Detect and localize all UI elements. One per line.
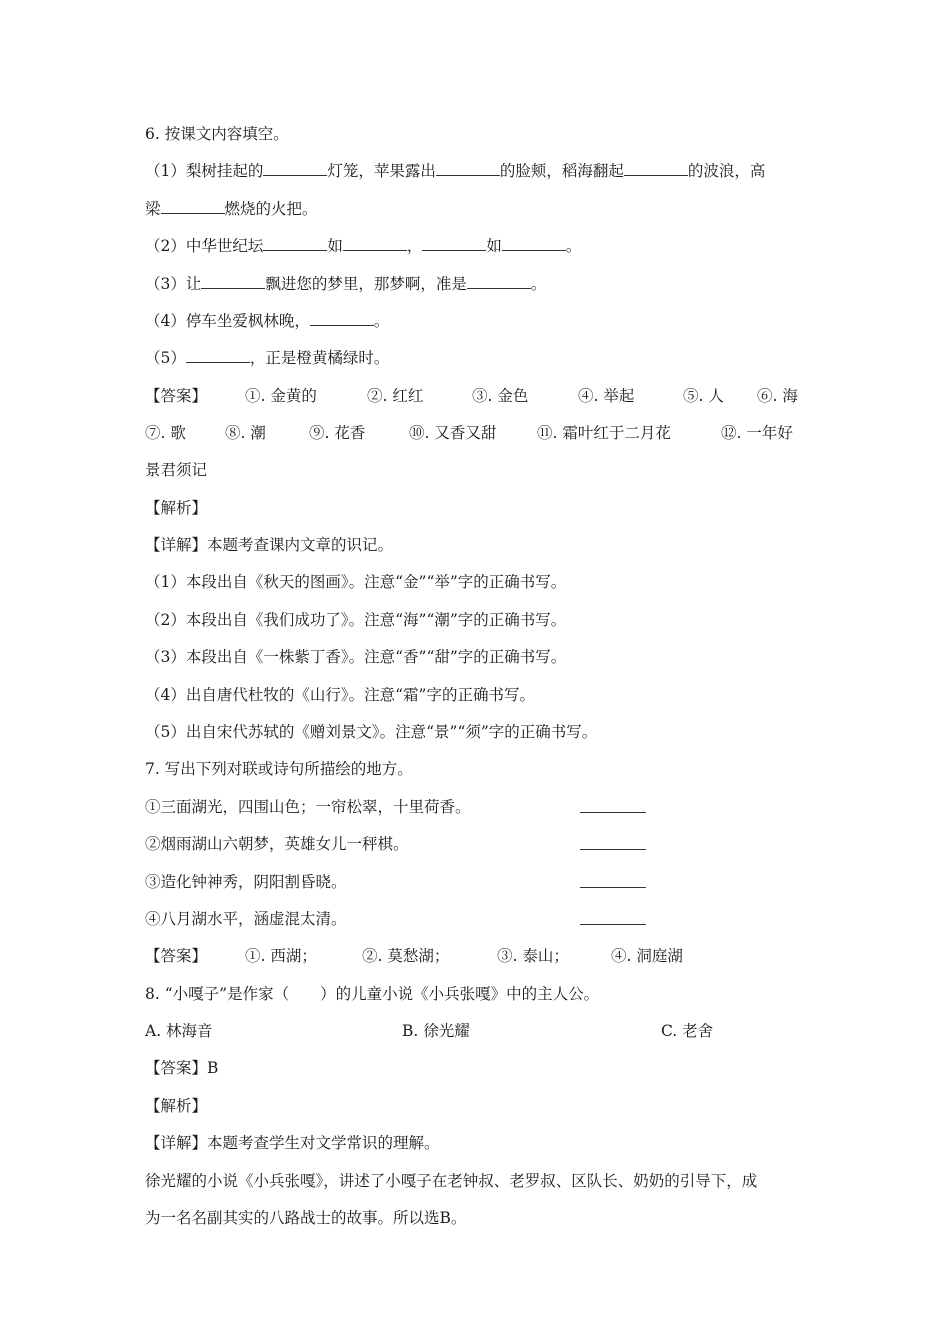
q7-item-4 xyxy=(145,908,810,930)
q6-p1-text-c: 的脸颊，稻海翻起 xyxy=(499,162,624,180)
q8-explain-line2: 为一名名副其实的八路战士的故事。所以选B。 xyxy=(145,1209,467,1227)
q6-p5-text-a: （5） xyxy=(145,349,186,367)
blank[interactable] xyxy=(263,161,327,176)
answer-10: ⑩. 又香又甜 xyxy=(409,424,497,442)
q7-item-1 xyxy=(145,796,810,818)
answer-11: ⑪. 霜叶红于二月花 xyxy=(537,424,671,442)
q6-p1-text-e: 梁 xyxy=(145,200,161,218)
q8-choices xyxy=(145,1020,810,1042)
q6-p4-text-b: 。 xyxy=(373,312,390,330)
q8-title: 8. “小嘎子”是作家（ ）的儿童小说《小兵张嘎》中的主人公。 xyxy=(145,985,600,1003)
blank[interactable] xyxy=(186,348,250,363)
q6-p4-text-a: （4）停车坐爱枫林晚， xyxy=(145,312,310,330)
q7-item-text: ②烟雨湖山六朝梦，英雄女儿一秤棋。 xyxy=(145,835,409,853)
blank[interactable] xyxy=(436,161,500,176)
blank[interactable] xyxy=(467,274,531,289)
answer-blank[interactable] xyxy=(580,871,646,888)
q7-item-text: ③造化钟神秀，阴阳割昏晓。 xyxy=(145,873,347,891)
blank[interactable] xyxy=(310,311,374,326)
blank[interactable] xyxy=(343,236,407,251)
q6-answers-row1 xyxy=(145,385,810,407)
q8-explain-line1: 徐光耀的小说《小兵张嘎》，讲述了小嘎子在老钟叔、老罗叔、区队长、奶奶的引导下，成 xyxy=(145,1172,758,1190)
blank[interactable] xyxy=(502,236,566,251)
answer-3: ③. 泰山； xyxy=(497,947,569,965)
q8-detail: 【详解】本题考查学生对文学常识的理解。 xyxy=(145,1134,440,1152)
q6-p1-text-f: 燃烧的火把。 xyxy=(224,200,318,218)
answer-3: ③. 金色 xyxy=(472,387,529,405)
note-4: （4）出自唐代杜牧的《山行》。注意“霜”字的正确书写。 xyxy=(145,686,535,704)
blank[interactable] xyxy=(201,274,265,289)
q6-p3-text-b: 飘进您的梦里，那梦啊，准是 xyxy=(265,275,467,293)
q7-answers xyxy=(145,945,810,967)
answer-label: 【答案】 xyxy=(145,947,208,965)
answer-label: 【答案】 xyxy=(145,387,208,405)
blank[interactable] xyxy=(161,199,225,214)
choice-b[interactable]: B. 徐光耀 xyxy=(402,1022,470,1040)
detail-text: 【详解】本题考查课内文章的识记。 xyxy=(145,536,394,554)
q6-p3-text-a: （3）让 xyxy=(145,275,202,293)
q6-title: 6. 按课文内容填空。 xyxy=(145,125,289,143)
blank[interactable] xyxy=(263,236,327,251)
q8-answer: 【答案】B xyxy=(145,1059,219,1077)
blank[interactable] xyxy=(624,161,688,176)
q6-part1-line2 xyxy=(145,198,318,220)
answer-2: ②. 红红 xyxy=(367,387,424,405)
q6-p1-text-a: （1）梨树挂起的 xyxy=(145,162,264,180)
q6-part1-line1 xyxy=(145,160,810,182)
q7-item-2 xyxy=(145,833,810,855)
q7-item-text: ①三面湖光，四围山色；一帘松翠，十里荷香。 xyxy=(145,798,471,816)
q6-part5 xyxy=(145,347,389,369)
answer-7: ⑦. 歌 xyxy=(145,424,186,442)
answer-6: ⑥. 海 xyxy=(757,387,798,405)
q6-p1-text-b: 灯笼，苹果露出 xyxy=(327,162,436,180)
q6-part2 xyxy=(145,235,581,257)
answer-8: ⑧. 潮 xyxy=(225,424,266,442)
q8-analysis-label: 【解析】 xyxy=(145,1097,208,1115)
choice-c[interactable]: C. 老舍 xyxy=(661,1022,714,1040)
analysis-label: 【解析】 xyxy=(145,499,208,517)
answer-4: ④. 举起 xyxy=(578,387,635,405)
q6-p2-text-a: （2）中华世纪坛 xyxy=(145,237,264,255)
answer-blank[interactable] xyxy=(580,796,646,813)
q6-part3 xyxy=(145,273,546,295)
answer-9: ⑨. 花香 xyxy=(309,424,366,442)
answer-1: ①. 西湖； xyxy=(245,947,317,965)
blank[interactable] xyxy=(422,236,486,251)
q6-p5-text-b: ，正是橙黄橘绿时。 xyxy=(249,349,390,367)
answer-4: ④. 洞庭湖 xyxy=(611,947,683,965)
note-3: （3）本段出自《一株紫丁香》。注意“香”“甜”字的正确书写。 xyxy=(145,648,567,666)
q6-p2-text-b: 如 xyxy=(327,237,343,255)
q6-p3-text-c: 。 xyxy=(530,275,547,293)
q6-part4 xyxy=(145,310,389,332)
answer-blank[interactable] xyxy=(580,908,646,925)
note-2: （2）本段出自《我们成功了》。注意“海”“潮”字的正确书写。 xyxy=(145,611,567,629)
q6-p2-text-e: 。 xyxy=(565,237,582,255)
q6-p2-text-c: ， xyxy=(406,237,423,255)
q6-p2-text-d: 如 xyxy=(486,237,502,255)
answer-1: ①. 金黄的 xyxy=(245,387,317,405)
note-5: （5）出自宋代苏轼的《赠刘景文》。注意“景”“须”字的正确书写。 xyxy=(145,723,598,741)
answer-12: ⑫. 一年好 xyxy=(721,424,793,442)
q7-item-text: ④八月湖水平，涵虚混太清。 xyxy=(145,910,347,928)
answer-5: ⑤. 人 xyxy=(683,387,724,405)
q6-answers-row2 xyxy=(145,422,810,444)
answer-2: ②. 莫愁湖； xyxy=(362,947,450,965)
q7-item-3 xyxy=(145,871,810,893)
q6-p1-text-d: 的波浪，高 xyxy=(687,162,766,180)
answer-blank[interactable] xyxy=(580,833,646,850)
choice-a[interactable]: A. 林海音 xyxy=(145,1022,213,1040)
q7-title: 7. 写出下列对联或诗句所描绘的地方。 xyxy=(145,760,413,778)
note-1: （1）本段出自《秋天的图画》。注意“金”“举”字的正确书写。 xyxy=(145,573,567,591)
q6-answers-row3: 景君须记 xyxy=(145,461,208,479)
